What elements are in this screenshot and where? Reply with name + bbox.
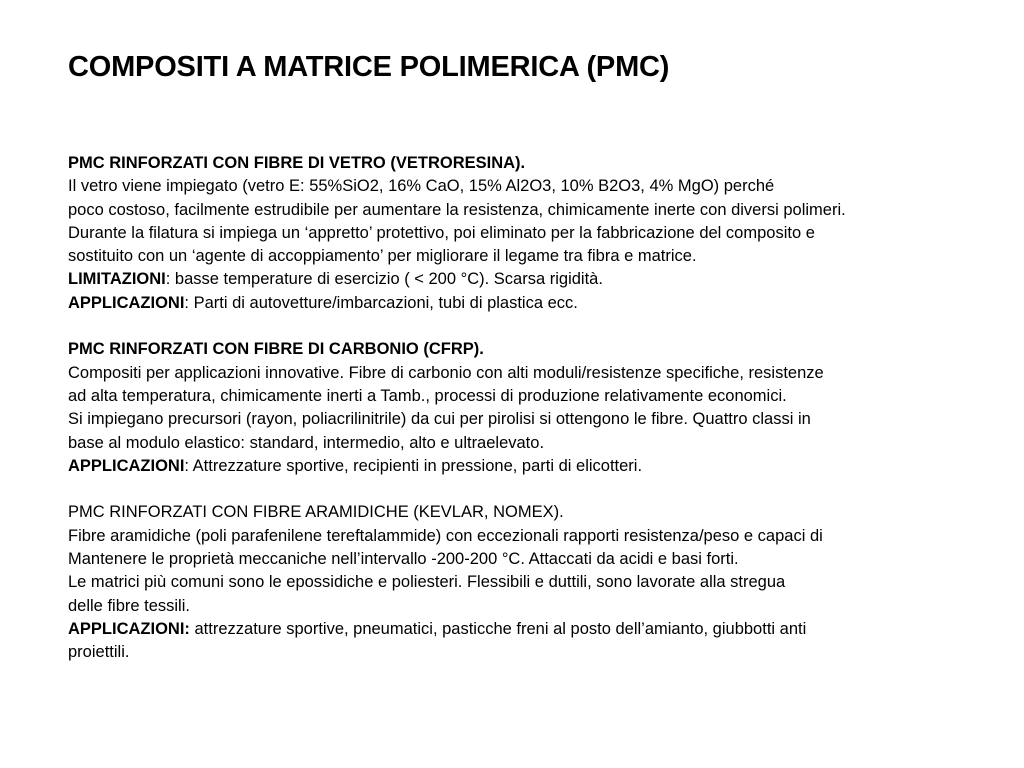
section-glass-fibers (68, 152, 1018, 315)
section-spacer (68, 315, 1018, 338)
slide-title: COMPOSITI A MATRICE POLIMERICA (PMC) (68, 51, 670, 83)
body-line: Mantenere le proprietà meccaniche nell’intervallo -200-200 °C. Attaccati da acidi e basi forti. (68, 550, 739, 569)
body-line: base al modulo elastico: standard, intermedio, alto e ultraelevato. (68, 433, 545, 452)
applications-line (68, 292, 1018, 315)
limitations-label: LIMITAZIONI (68, 270, 166, 289)
limitations-text: : basse temperature di esercizio ( < 200 °C). Scarsa rigidità. (165, 270, 603, 289)
body-line: sostituito con un ‘agente di accoppiamento’ per migliorare il legame tra fibra e matrice. (68, 247, 697, 266)
limitations-line (68, 268, 1018, 291)
applications-text: attrezzature sportive, pneumatici, pasticche freni al posto dell’amianto, giubbotti anti (189, 619, 807, 638)
applications-line (68, 455, 1018, 478)
applications-text: : Parti di autovetture/imbarcazioni, tubi di plastica ecc. (184, 293, 578, 312)
section-heading: PMC RINFORZATI CON FIBRE DI CARBONIO (CFRP). (68, 340, 484, 359)
section-heading: PMC RINFORZATI CON FIBRE ARAMIDICHE (KEVLAR, NOMEX). (68, 503, 564, 522)
body-line: poco costoso, facilmente estrudibile per aumentare la resistenza, chimicamente inerte con diversi polimeri. (68, 200, 846, 219)
applications-line (68, 618, 1018, 641)
applications-continuation: proiettili. (68, 643, 130, 662)
body-line: Si impiegano precursori (rayon, poliacrilinitrile) da cui per pirolisi si ottengono le fibre. Quattro classi in (68, 410, 811, 429)
applications-label: APPLICAZIONI (68, 456, 185, 475)
body-line: ad alta temperatura, chimicamente inerti a Tamb., processi di produzione relativamente economici. (68, 386, 787, 405)
body-line: Durante la filatura si impiega un ‘appretto’ protettivo, poi eliminato per la fabbricazione del composito e (68, 223, 815, 242)
body-line: Le matrici più comuni sono le epossidiche e poliesteri. Flessibili e duttili, sono lavorate alla stregua (68, 573, 786, 592)
applications-text: : Attrezzature sportive, recipienti in pressione, parti di elicotteri. (184, 456, 643, 475)
slide-body (68, 152, 1018, 665)
section-carbon-fibers (68, 338, 1018, 478)
body-line: Il vetro viene impiegato (vetro E: 55%SiO2, 16% CaO, 15% Al2O3, 10% B2O3, 4% MgO) perché (68, 177, 775, 196)
applications-label: APPLICAZIONI: (68, 619, 190, 638)
section-spacer (68, 478, 1018, 501)
body-line: Fibre aramidiche (poli parafenilene tereftalammide) con eccezionali rapporti resistenza/peso e capaci di (68, 526, 823, 545)
section-aramid-fibers (68, 501, 1018, 664)
body-line: Compositi per applicazioni innovative. Fibre di carbonio con alti moduli/resistenze specifiche, resistenze (68, 363, 824, 382)
applications-label: APPLICAZIONI (68, 293, 185, 312)
section-heading: PMC RINFORZATI CON FIBRE DI VETRO (VETRORESINA). (68, 154, 526, 172)
body-line: delle fibre tessili. (68, 596, 190, 615)
